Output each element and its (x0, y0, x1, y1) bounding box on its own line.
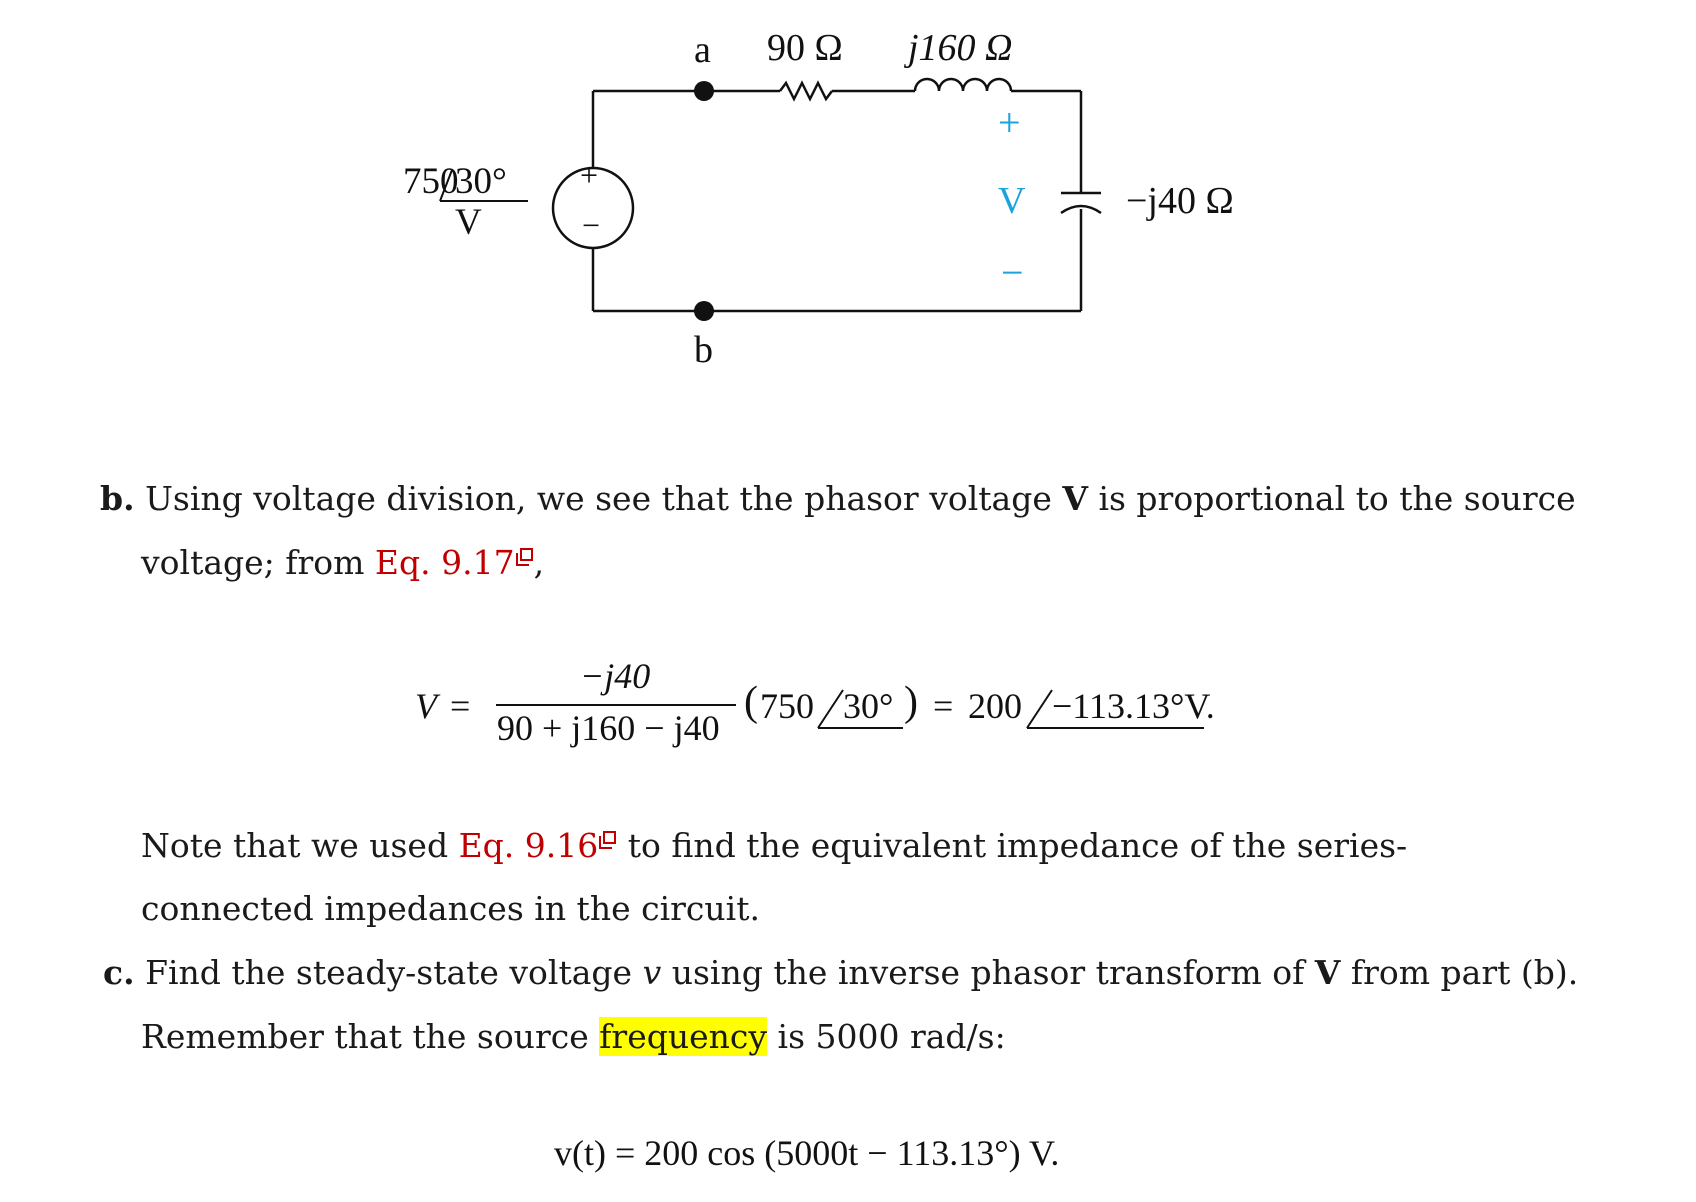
variable-v: v (642, 953, 662, 992)
equation-c (554, 1135, 1059, 1171)
fraction-bar (496, 704, 736, 706)
v-minus-sign: − (1001, 250, 1024, 295)
resistor-label: 90 Ω (767, 27, 843, 69)
note-line2-text: connected impedances in the circuit. (141, 889, 760, 928)
phasor-v-bold: V (1314, 953, 1341, 992)
part-c-line1 (103, 953, 1579, 992)
part-c-text-post: from part (b). (1340, 953, 1579, 992)
part-b-text-post: is proportional to the source (1087, 479, 1576, 518)
part-b-line1 (100, 479, 1576, 518)
part-c-text-mid: using the inverse phasor transform of (661, 953, 1315, 992)
eq-9-16-link[interactable]: Eq. 9.16 (458, 826, 599, 865)
eq-b-result-angle: −113.13°V. (1052, 686, 1215, 726)
source-angle: 30° (455, 161, 507, 202)
inductor-label: j160 Ω (908, 27, 1013, 69)
note-line2 (141, 889, 760, 928)
source-unit: V (455, 202, 482, 243)
node-b-dot (694, 301, 714, 321)
circuit-diagram (0, 0, 1696, 420)
eq-b-lhs: V (415, 686, 437, 726)
node-a-dot (694, 81, 714, 101)
part-b-marker: b. (100, 479, 135, 518)
highlighted-frequency: frequency (599, 1017, 768, 1056)
source-magnitude: 750 (403, 161, 459, 202)
eq-b-close-paren: ) (904, 679, 918, 725)
external-link-icon[interactable] (516, 548, 534, 568)
source-minus: − (582, 207, 601, 243)
external-link-icon[interactable] (599, 831, 617, 851)
part-b-line2 (141, 543, 545, 582)
note-line1 (141, 826, 1408, 865)
part-c-line2-pre: Remember that the source (141, 1017, 600, 1056)
part-c-line2 (141, 1017, 1006, 1056)
part-c-text-pre: Find the steady-state voltage (134, 953, 643, 992)
part-c-line2-post: is 5000 rad/s: (767, 1017, 1006, 1056)
capacitor-label: −j40 Ω (1126, 180, 1234, 222)
eq-b-factor-magnitude: 750 (760, 686, 814, 726)
inductor-j160 (915, 79, 1011, 91)
eq-9-17-link[interactable]: Eq. 9.17 (374, 543, 515, 582)
v-plus-sign: + (998, 100, 1021, 145)
resistor-90 (780, 83, 832, 99)
eq-b-result-equals: = (933, 686, 954, 726)
v-label: V (998, 180, 1026, 222)
eq-b-denominator: 90 + j160 − j40 (497, 708, 720, 748)
part-b-text-pre: Using voltage division, we see that the phasor voltage (134, 479, 1063, 518)
note-line1-pre: Note that we used (141, 826, 459, 865)
eq-b-equals: = (450, 686, 471, 726)
node-b-label: b (694, 329, 713, 371)
eq-b-open-paren: ( (744, 679, 758, 725)
note-line1-post: to find the equivalent impedance of the series- (617, 826, 1408, 865)
phasor-v-bold: V (1062, 479, 1088, 518)
node-a-label: a (694, 29, 711, 71)
equation-c-text: v(t) = 200 cos (5000t − 113.13°) V. (554, 1133, 1060, 1173)
part-b-line2-post: , (533, 543, 545, 582)
eq-b-factor-angle: 30° (843, 686, 894, 726)
eq-b-result-magnitude: 200 (968, 686, 1022, 726)
source-plus: + (580, 157, 599, 193)
part-c-marker: c. (103, 953, 135, 992)
eq-b-numerator: −j40 (580, 656, 651, 696)
part-b-line2-pre: voltage; from (141, 543, 375, 582)
